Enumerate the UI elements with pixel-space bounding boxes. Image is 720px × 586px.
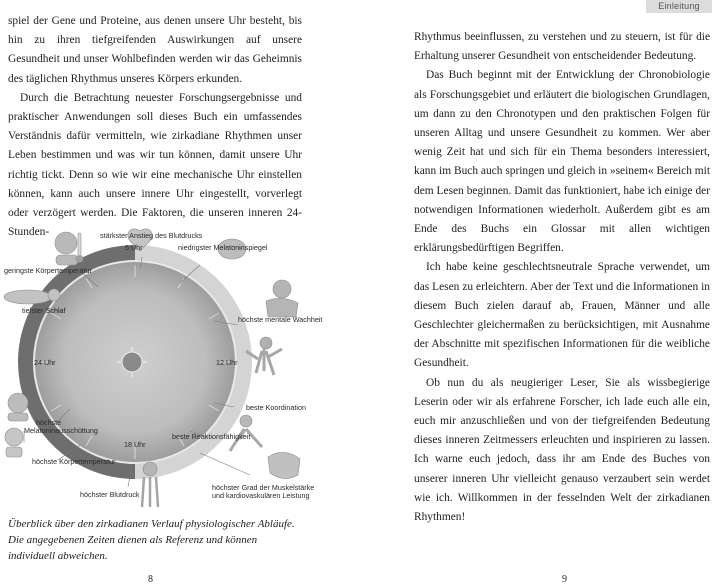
paragraph: Rhythmus beeinflussen, zu verstehen und zu steuern, ist für die Erhaltung unserer Gesundheit von entscheidender Bedeutung. bbox=[414, 31, 710, 63]
figure-body-circulation bbox=[142, 462, 158, 507]
circadian-diagram bbox=[0, 225, 330, 515]
right-page bbox=[360, 0, 720, 586]
label-alertness: höchste mentale Wachheit bbox=[238, 315, 323, 324]
figure-thermometer-low bbox=[5, 428, 23, 457]
figure-thermometer-head bbox=[55, 232, 83, 265]
paragraph: Das Buch beginnt mit der Entwicklung der Chronobiologie als Forschungsgebiet und erläutert die biologischen Grundlagen, um dann zu den Chronotypen und den praktischen Folgen für unseren Alltag und unsere Gesundheit zu kommen. Wer aber wenig Zeit hat und sich für ein Thema besonders interessiert, kann im Buch auch springen und gleich in »seinem« Bereich mit dem Lesen beginnen. Damit das funktioniert, habe ich einige der notwendigen Informationen wiederholt. Außerdem gibt es am Ende des Buchs ein Glossar mit allen wichtigen erklärungsbedürftigen Begriffen. bbox=[414, 69, 710, 255]
figure-working bbox=[266, 280, 298, 317]
label-coordination: beste Koordination bbox=[246, 403, 306, 412]
label-temp-high: höchste Körpertemperatur bbox=[32, 457, 116, 466]
label-bp-high: höchster Blutdruck bbox=[80, 490, 140, 499]
label-24: 24 Uhr bbox=[34, 358, 56, 367]
figure-muscle bbox=[268, 452, 300, 478]
right-body-text bbox=[414, 28, 710, 527]
label-six: 6 Uhr bbox=[125, 243, 143, 252]
figure-caption: Überblick über den zirkadianen Verlauf physiologischer Abläufe. Die angegebenen Zeiten dienen als Referenz und können individuell abweichen. bbox=[8, 518, 295, 562]
paragraph: Durch die Betrachtung neuester Forschungsergebnisse und praktischer Anwendungen soll dieses Buch ein umfassendes Verständnis dafür vermitteln, wie zirkadiane Rhythmen unser Leben bestimmen und was wir tun können, damit unsere Uhr richtig tickt. Denn so wie wir eine mechanische Uhr einstellen können, kann auch unsere innere Uhr eingestellt, vorverlegt oder verzögert werden. Die Faktoren, die unseren inneren 24-Stunden- bbox=[8, 91, 302, 239]
running-head: Einleitung bbox=[646, 0, 712, 13]
paragraph: spiel der Gene und Proteine, aus denen unsere Uhr besteht, bis hin zu ihren tiefgreifenden Auswirkungen auf unsere Gesundheit und unser Wohlbefinden werden wir das Geheimnis des täglichen Rhythmus unseres Körpers erkunden. bbox=[8, 15, 302, 85]
label-18: 18 Uhr bbox=[124, 440, 146, 449]
label-melatonin-high-1: höchste bbox=[36, 418, 62, 427]
label-muscle-1: höchster Grad der Muskelstärke bbox=[212, 483, 315, 492]
paragraph: Ich habe keine geschlechtsneutrale Sprache verwendet, um das Lesen zu erleichtern. Aber der Text und die Informationen in diesem Buch zielen darauf ab, Frauen, Männer und alle Geschlechter gleichermaßen zu berücksichtigen, mit Ausnahme der Abschnitte mit spezifischen Informationen für die weibliche Gesundheit. bbox=[414, 261, 710, 370]
label-melatonin-high-2: Melatoninausschüttung bbox=[24, 426, 98, 435]
label-muscle-2: und kardiovaskulären Leistung bbox=[212, 491, 310, 500]
label-bp-rise: stärkster Anstieg des Blutdrucks bbox=[100, 231, 203, 240]
page-number-left: 8 bbox=[148, 574, 153, 585]
label-temp-low: geringste Körpertemperatur bbox=[4, 266, 92, 275]
label-melatonin-low: niedrigster Melatoninspiegel bbox=[178, 243, 268, 252]
figure-sleeping-head bbox=[8, 393, 28, 421]
paragraph: Ob nun du als neugieriger Leser, Sie als wissbegierige Leserin oder wir als erfahrene Forscher, ich lade euch alle ein, euch mir anzuschließen und von der tiefgreifenden Bedeutung dieses inneren Zeitmessers erleuchten und inspirieren zu lassen. Ich warne euch jedoch, dass ihr am Ende des Buches von unserer inneren Uhr vielleicht genauso verzaubert sein werdet wie ich. Willkommen in der fesselnden Welt der zirkadianen Rhythmen! bbox=[414, 376, 710, 524]
left-body-text bbox=[8, 12, 302, 242]
page-number-right: 9 bbox=[562, 574, 567, 585]
label-deep-sleep: tiefster Schlaf bbox=[22, 306, 66, 315]
label-reaction: beste Reaktionsfähigkeit bbox=[172, 432, 251, 441]
label-12: 12 Uhr bbox=[216, 358, 238, 367]
